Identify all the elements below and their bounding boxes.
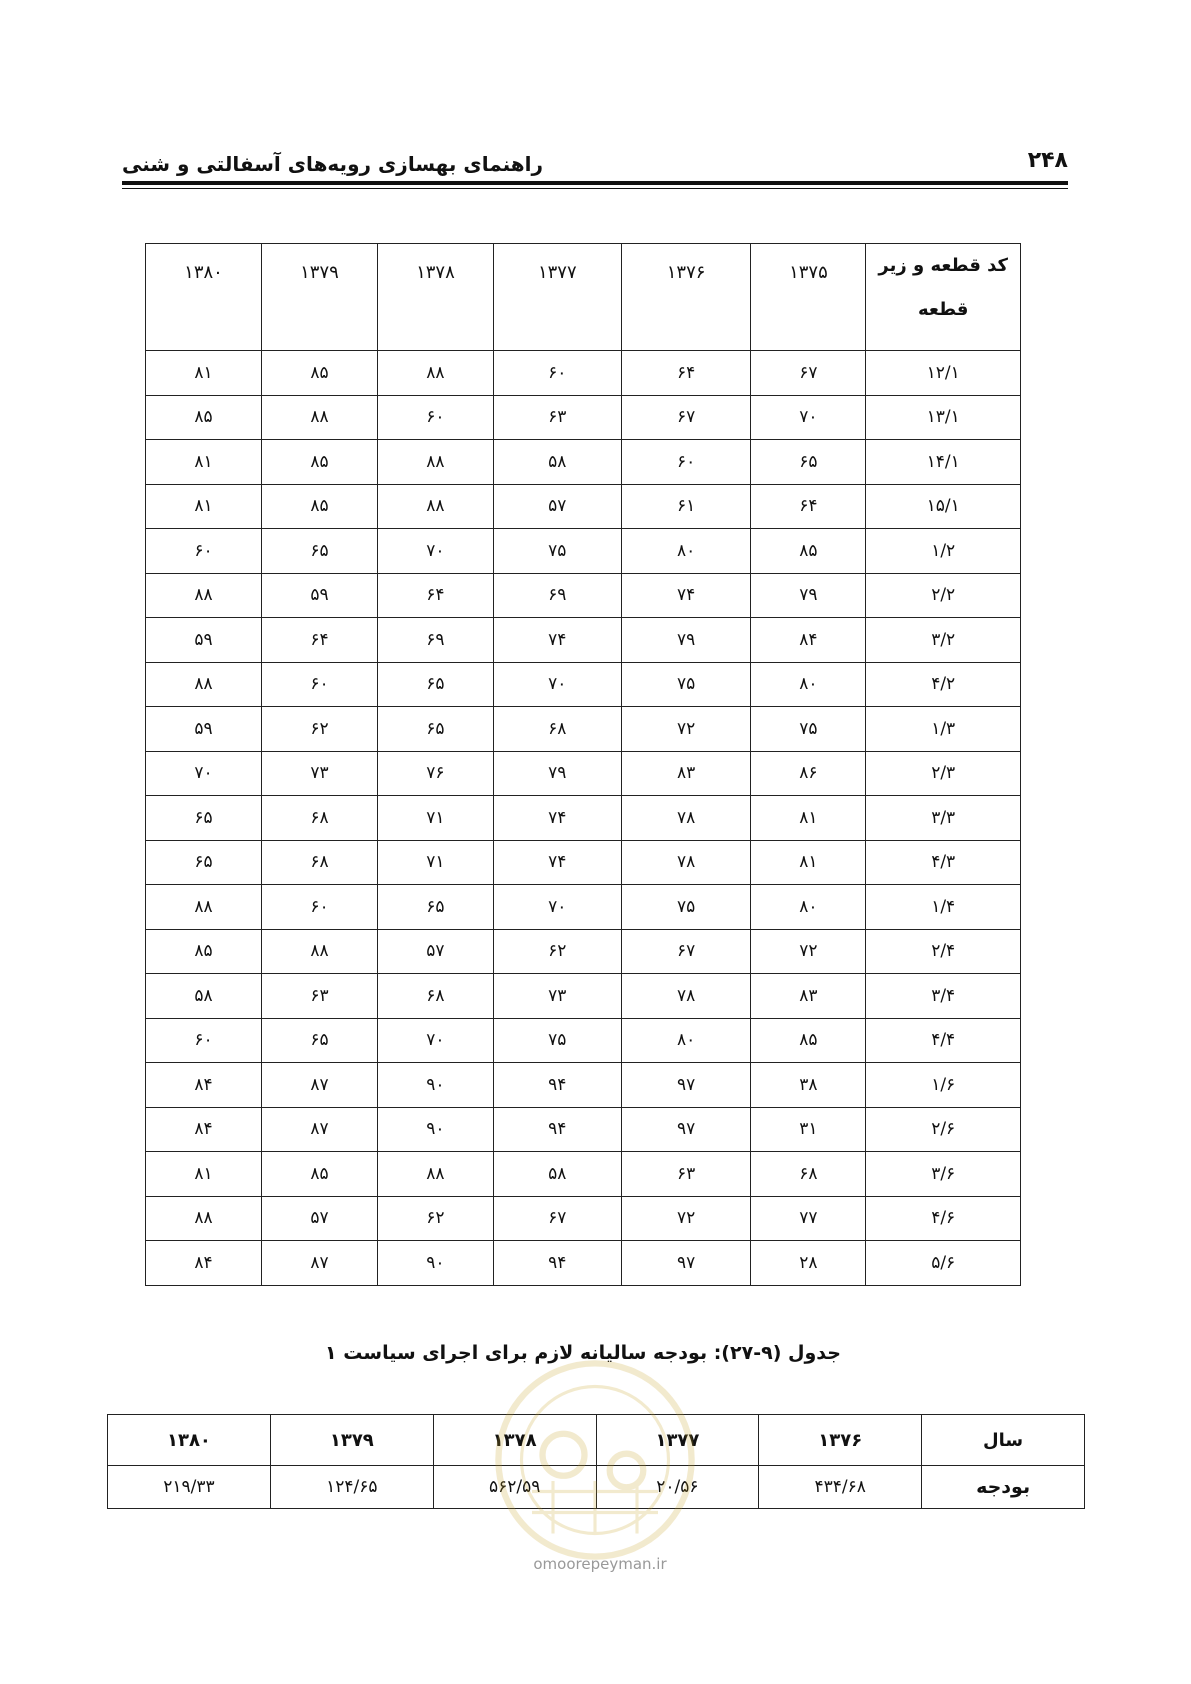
segment-code-cell: ۵/۶ [866, 1241, 1021, 1286]
column-header: کد قطعه و زیر قطعه [866, 244, 1021, 351]
value-cell: ۵۷ [377, 929, 493, 974]
table-header-row [146, 244, 1021, 351]
table-row [146, 1063, 1021, 1108]
value-cell: ۷۵ [493, 1018, 621, 1063]
value-cell: ۶۵ [262, 529, 378, 574]
segment-code-cell: ۴/۳ [866, 840, 1021, 885]
value-cell: ۷۰ [493, 885, 621, 930]
table-row [146, 573, 1021, 618]
segment-code-cell: ۲/۲ [866, 573, 1021, 618]
value-cell: ۶۲ [377, 1196, 493, 1241]
value-cell: ۷۳ [262, 751, 378, 796]
value-cell: ۶۰ [262, 662, 378, 707]
value-cell: ۶۸ [377, 974, 493, 1019]
value-cell: ۳۱ [751, 1107, 866, 1152]
value-cell: ۸۷ [262, 1107, 378, 1152]
value-cell: ۸۸ [377, 484, 493, 529]
value-cell: ۶۰ [493, 351, 621, 396]
table-row [146, 440, 1021, 485]
value-cell: ۶۰ [146, 1018, 262, 1063]
value-cell: ۶۸ [262, 840, 378, 885]
value-cell: ۸۰ [621, 529, 751, 574]
value-cell: ۸۵ [751, 1018, 866, 1063]
value-cell: ۹۰ [377, 1063, 493, 1108]
page-number: ۲۴۸ [1027, 148, 1068, 173]
value-cell: ۸۵ [146, 929, 262, 974]
value-cell: ۸۸ [377, 1152, 493, 1197]
value-cell: ۶۵ [377, 885, 493, 930]
table-row [146, 840, 1021, 885]
value-cell: ۸۸ [377, 351, 493, 396]
value-cell: ۸۴ [146, 1241, 262, 1286]
value-cell: ۷۴ [493, 796, 621, 841]
value-cell: ۸۰ [751, 662, 866, 707]
column-header: ۱۳۷۹ [262, 244, 378, 351]
value-cell: ۹۴ [493, 1107, 621, 1152]
value-cell: ۷۱ [377, 796, 493, 841]
value-cell: ۸۴ [751, 618, 866, 663]
segment-code-cell: ۲/۴ [866, 929, 1021, 974]
value-cell: ۳۸ [751, 1063, 866, 1108]
value-cell: ۸۱ [146, 440, 262, 485]
value-cell: ۸۰ [621, 1018, 751, 1063]
value-cell: ۶۴ [262, 618, 378, 663]
value-cell: ۵۹ [146, 618, 262, 663]
value-cell: ۵۹ [146, 707, 262, 752]
table-row [146, 1018, 1021, 1063]
value-cell: ۷۰ [146, 751, 262, 796]
value-cell: ۶۸ [751, 1152, 866, 1197]
value-cell: ۶۹ [493, 573, 621, 618]
value-cell: ۷۰ [751, 395, 866, 440]
segment-code-cell: ۱۵/۱ [866, 484, 1021, 529]
table-row [146, 974, 1021, 1019]
table-row [146, 618, 1021, 663]
value-cell: ۵۸ [493, 440, 621, 485]
segment-code-cell: ۱۴/۱ [866, 440, 1021, 485]
table-row [146, 707, 1021, 752]
value-cell: ۸۱ [146, 484, 262, 529]
column-header: ۱۳۷۶ [621, 244, 751, 351]
table-row [146, 1152, 1021, 1197]
value-cell: ۶۷ [493, 1196, 621, 1241]
value-cell: ۸۱ [146, 351, 262, 396]
budget-cell: ۱۲۴/۶۵ [270, 1466, 433, 1509]
value-cell: ۷۵ [621, 885, 751, 930]
table-row [146, 1196, 1021, 1241]
table-row [146, 929, 1021, 974]
value-cell: ۶۵ [146, 840, 262, 885]
value-cell: ۷۳ [493, 974, 621, 1019]
value-cell: ۶۴ [621, 351, 751, 396]
value-cell: ۸۱ [751, 840, 866, 885]
value-cell: ۸۷ [262, 1241, 378, 1286]
table-caption: جدول (۹-۲۷): بودجه سالیانه لازم برای اجرای سیاست ۱ [325, 1342, 841, 1364]
watermark-text: omoorepeyman.ir [533, 1555, 667, 1573]
value-cell: ۶۰ [146, 529, 262, 574]
value-cell: ۸۷ [262, 1063, 378, 1108]
value-cell: ۸۶ [751, 751, 866, 796]
value-cell: ۷۴ [621, 573, 751, 618]
column-header: ۱۳۷۸ [377, 244, 493, 351]
value-cell: ۸۰ [751, 885, 866, 930]
segment-code-cell: ۳/۳ [866, 796, 1021, 841]
value-cell: ۹۷ [621, 1241, 751, 1286]
year-cell: ۱۳۷۷ [596, 1415, 759, 1466]
value-cell: ۹۷ [621, 1107, 751, 1152]
value-cell: ۵۹ [262, 573, 378, 618]
value-cell: ۸۸ [262, 929, 378, 974]
value-cell: ۷۴ [493, 618, 621, 663]
value-cell: ۹۴ [493, 1241, 621, 1286]
value-cell: ۸۸ [262, 395, 378, 440]
year-cell: ۱۳۷۸ [433, 1415, 596, 1466]
value-cell: ۷۶ [377, 751, 493, 796]
segment-code-cell: ۴/۶ [866, 1196, 1021, 1241]
value-cell: ۸۵ [751, 529, 866, 574]
value-cell: ۷۸ [621, 974, 751, 1019]
running-title: راهنمای بهسازی رویه‌های آسفالتی و شنی [122, 152, 544, 176]
value-cell: ۶۵ [751, 440, 866, 485]
segment-code-cell: ۱/۳ [866, 707, 1021, 752]
value-cell: ۸۱ [751, 796, 866, 841]
value-cell: ۵۸ [493, 1152, 621, 1197]
value-cell: ۷۵ [751, 707, 866, 752]
value-cell: ۷۲ [621, 1196, 751, 1241]
value-cell: ۵۷ [493, 484, 621, 529]
segment-code-cell: ۳/۴ [866, 974, 1021, 1019]
budget-cell: ۲۰/۵۶ [596, 1466, 759, 1509]
value-cell: ۹۴ [493, 1063, 621, 1108]
value-cell: ۸۸ [146, 885, 262, 930]
value-cell: ۸۸ [146, 1196, 262, 1241]
year-cell: ۱۳۷۶ [759, 1415, 922, 1466]
value-cell: ۷۵ [621, 662, 751, 707]
segment-code-cell: ۳/۶ [866, 1152, 1021, 1197]
budget-table [107, 1414, 1085, 1509]
value-cell: ۵۷ [262, 1196, 378, 1241]
table-row [146, 484, 1021, 529]
column-header: ۱۳۷۷ [493, 244, 621, 351]
value-cell: ۹۷ [621, 1063, 751, 1108]
year-cell: ۱۳۷۹ [270, 1415, 433, 1466]
value-cell: ۷۸ [621, 840, 751, 885]
segment-code-cell: ۲/۶ [866, 1107, 1021, 1152]
value-cell: ۶۱ [621, 484, 751, 529]
value-cell: ۷۲ [751, 929, 866, 974]
value-cell: ۸۸ [146, 573, 262, 618]
value-cell: ۷۹ [493, 751, 621, 796]
budget-cell: ۴۳۴/۶۸ [759, 1466, 922, 1509]
value-cell: ۸۳ [621, 751, 751, 796]
value-cell: ۶۲ [262, 707, 378, 752]
value-cell: ۶۴ [377, 573, 493, 618]
table-body [146, 351, 1021, 1286]
value-cell: ۶۲ [493, 929, 621, 974]
value-cell: ۹۰ [377, 1107, 493, 1152]
value-cell: ۷۵ [493, 529, 621, 574]
header-rule-thick [122, 181, 1068, 185]
value-cell: ۶۳ [621, 1152, 751, 1197]
value-cell: ۶۵ [377, 707, 493, 752]
value-cell: ۶۰ [262, 885, 378, 930]
segment-code-cell: ۱/۲ [866, 529, 1021, 574]
value-cell: ۷۸ [621, 796, 751, 841]
segment-code-cell: ۱۲/۱ [866, 351, 1021, 396]
value-cell: ۶۵ [146, 796, 262, 841]
value-cell: ۶۵ [377, 662, 493, 707]
value-cell: ۶۹ [377, 618, 493, 663]
segment-code-cell: ۱/۶ [866, 1063, 1021, 1108]
table-row [146, 395, 1021, 440]
value-cell: ۷۱ [377, 840, 493, 885]
value-cell: ۷۹ [621, 618, 751, 663]
value-cell: ۶۳ [493, 395, 621, 440]
value-cell: ۷۲ [621, 707, 751, 752]
table-row [146, 751, 1021, 796]
value-cell: ۶۸ [493, 707, 621, 752]
table-row [146, 885, 1021, 930]
value-cell: ۷۰ [377, 1018, 493, 1063]
value-cell: ۷۹ [751, 573, 866, 618]
value-cell: ۶۰ [377, 395, 493, 440]
value-cell: ۶۸ [262, 796, 378, 841]
column-header: ۱۳۷۵ [751, 244, 866, 351]
table-row [146, 529, 1021, 574]
value-cell: ۸۸ [377, 440, 493, 485]
value-cell: ۶۷ [621, 929, 751, 974]
budget-year-row [108, 1415, 1085, 1466]
year-label: سال [922, 1415, 1085, 1466]
value-cell: ۸۵ [262, 351, 378, 396]
value-cell: ۶۷ [621, 395, 751, 440]
value-cell: ۶۴ [751, 484, 866, 529]
value-cell: ۶۷ [751, 351, 866, 396]
budget-label: بودجه [922, 1466, 1085, 1509]
value-cell: ۸۴ [146, 1063, 262, 1108]
segment-code-cell: ۴/۲ [866, 662, 1021, 707]
value-cell: ۸۳ [751, 974, 866, 1019]
year-cell: ۱۳۸۰ [108, 1415, 271, 1466]
value-cell: ۸۸ [146, 662, 262, 707]
table-row [146, 1107, 1021, 1152]
value-cell: ۸۵ [262, 1152, 378, 1197]
value-cell: ۸۵ [262, 440, 378, 485]
value-cell: ۸۱ [146, 1152, 262, 1197]
value-cell: ۲۸ [751, 1241, 866, 1286]
segment-code-cell: ۱۳/۱ [866, 395, 1021, 440]
value-cell: ۷۴ [493, 840, 621, 885]
budget-cell: ۲۱۹/۳۳ [108, 1466, 271, 1509]
value-cell: ۸۴ [146, 1107, 262, 1152]
segment-code-cell: ۲/۳ [866, 751, 1021, 796]
table-row [146, 796, 1021, 841]
value-cell: ۸۵ [262, 484, 378, 529]
header-rule-thin [122, 188, 1068, 189]
budget-value-row [108, 1466, 1085, 1509]
segment-code-cell: ۴/۴ [866, 1018, 1021, 1063]
pci-table [145, 243, 1021, 1286]
table-row [146, 351, 1021, 396]
budget-cell: ۵۶۲/۵۹ [433, 1466, 596, 1509]
segment-code-cell: ۳/۲ [866, 618, 1021, 663]
value-cell: ۸۵ [146, 395, 262, 440]
value-cell: ۶۰ [621, 440, 751, 485]
value-cell: ۷۰ [493, 662, 621, 707]
segment-code-cell: ۱/۴ [866, 885, 1021, 930]
value-cell: ۶۳ [262, 974, 378, 1019]
value-cell: ۶۵ [262, 1018, 378, 1063]
table-row [146, 1241, 1021, 1286]
column-header: ۱۳۸۰ [146, 244, 262, 351]
table-row [146, 662, 1021, 707]
value-cell: ۷۰ [377, 529, 493, 574]
value-cell: ۷۷ [751, 1196, 866, 1241]
value-cell: ۵۸ [146, 974, 262, 1019]
value-cell: ۹۰ [377, 1241, 493, 1286]
